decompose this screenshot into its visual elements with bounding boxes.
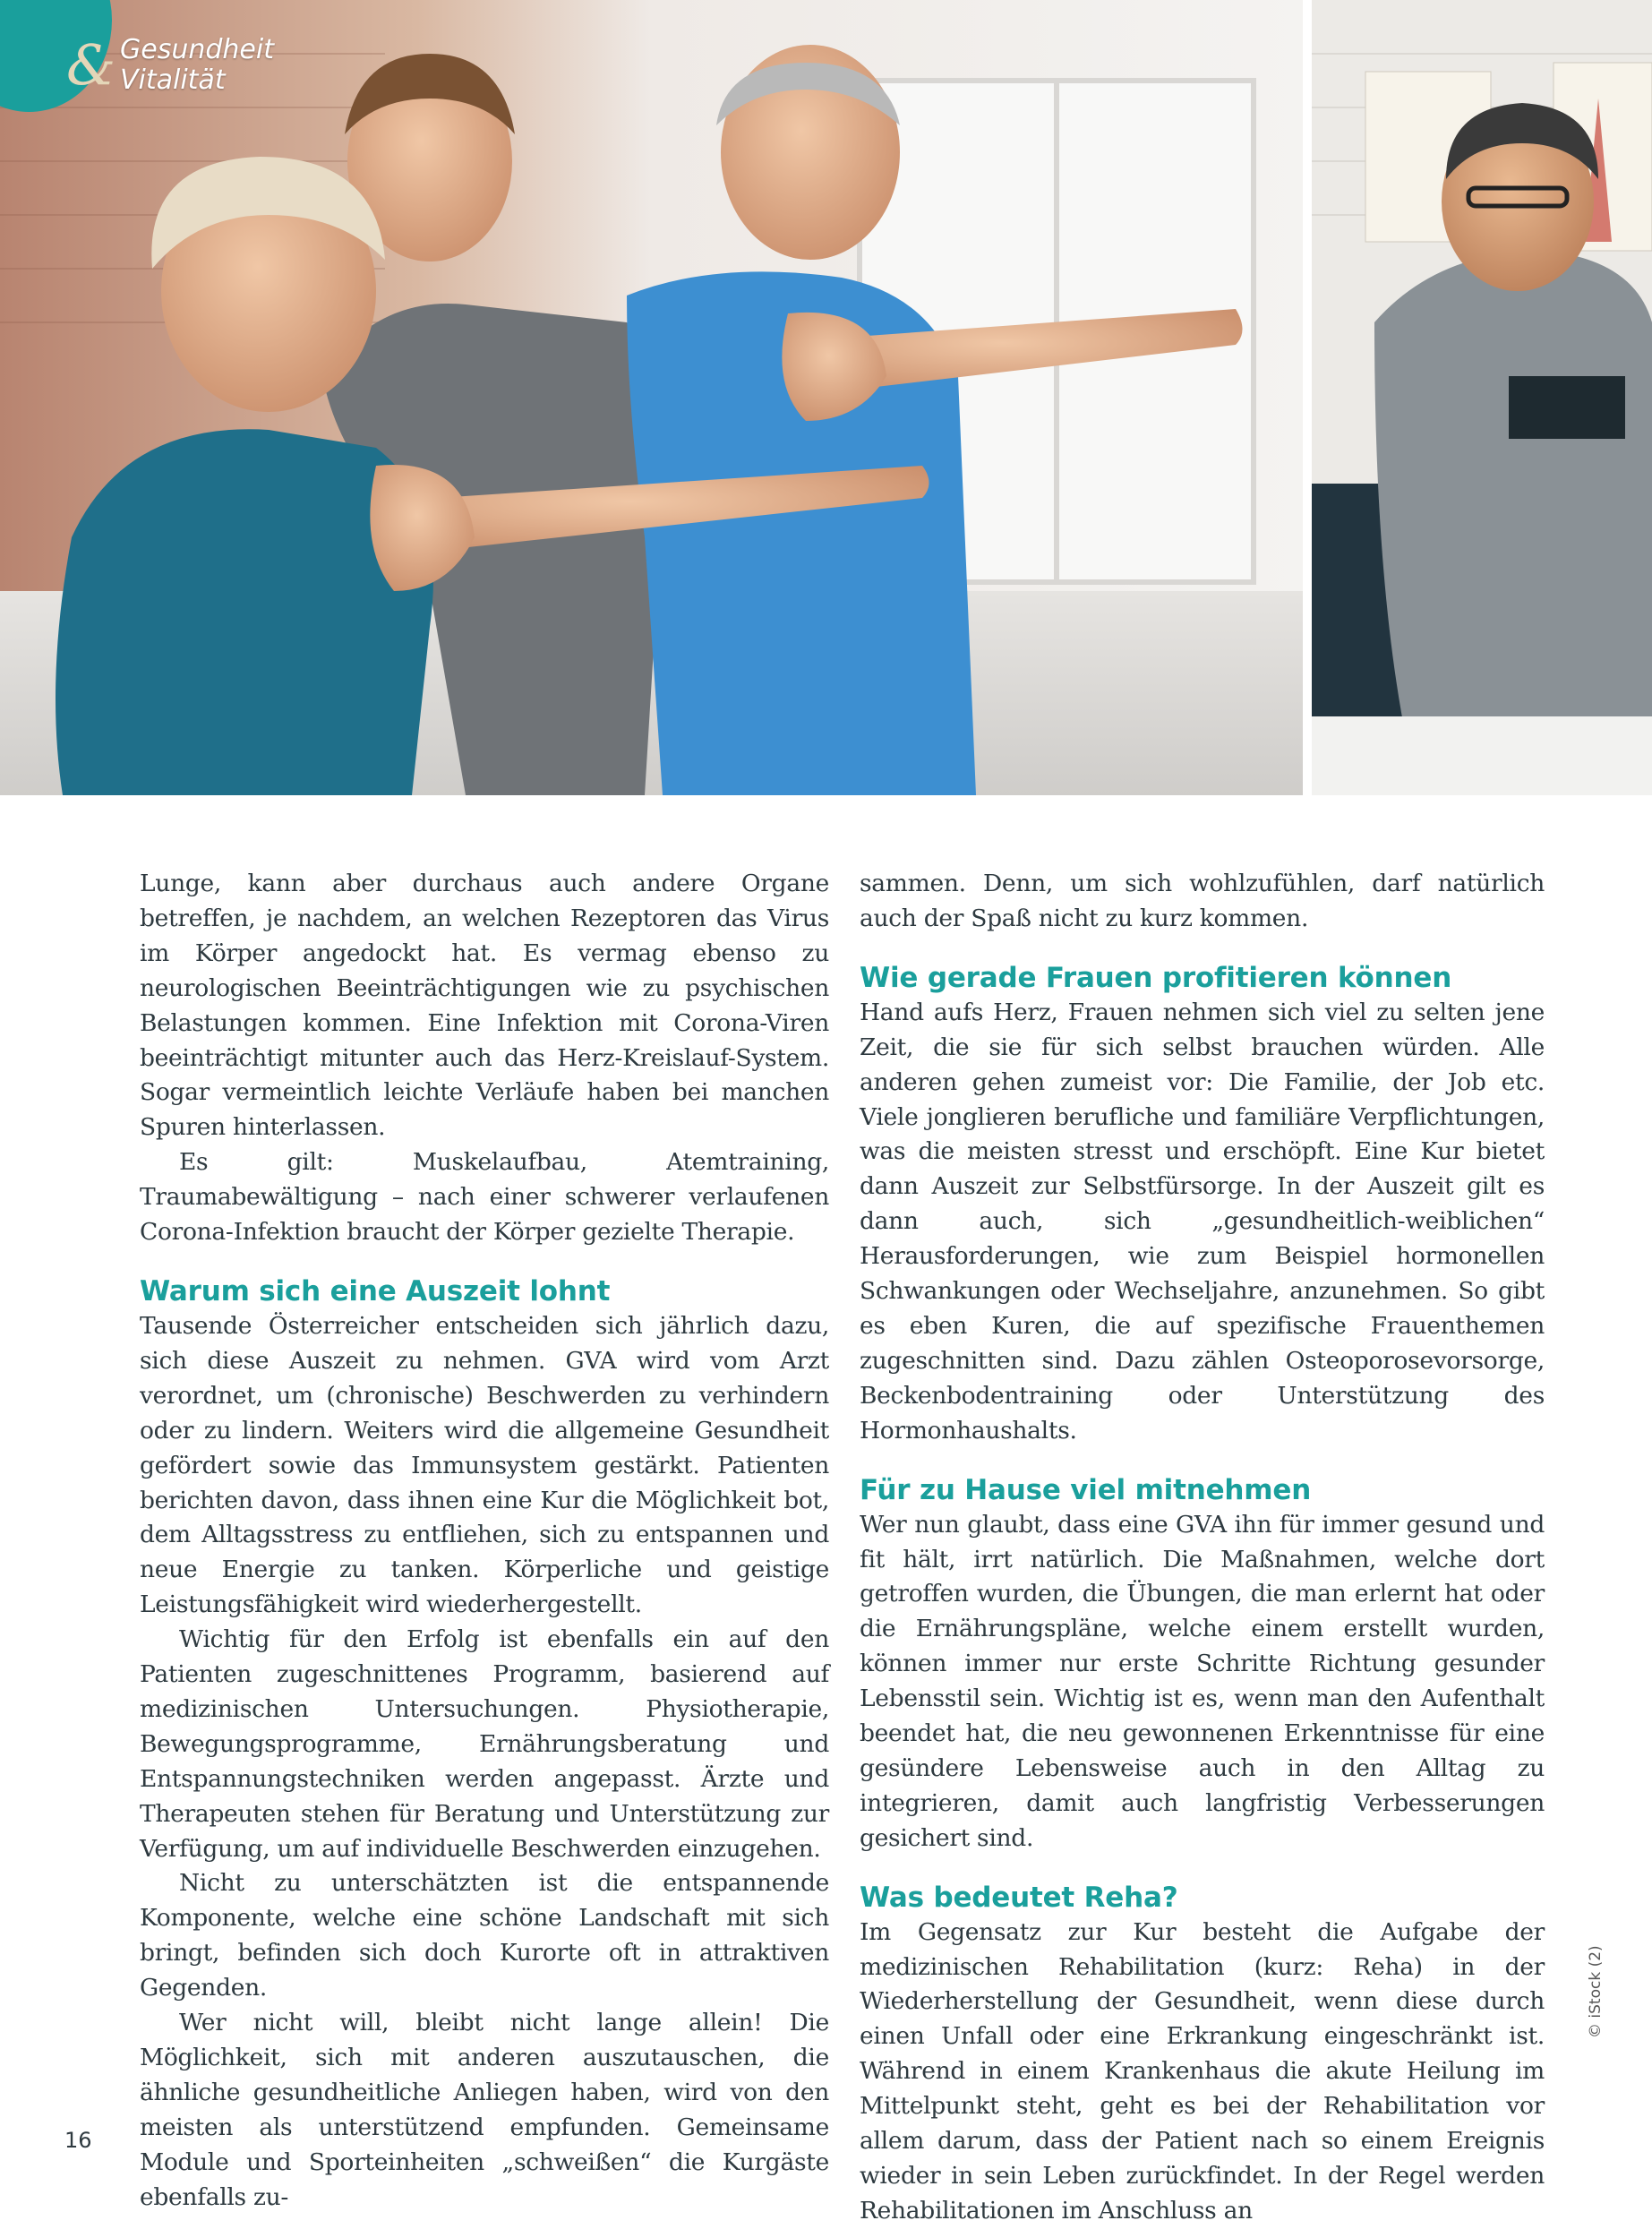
- section-heading: Für zu Hause viel mitnehmen: [860, 1473, 1312, 1506]
- side-photo: [1312, 0, 1652, 795]
- article-column-right: [860, 867, 1545, 2229]
- paragraph: Lunge, kann aber durchaus auch andere Organe betreffen, je nachdem, an welchen Rezeptoren das Virus im Körper angedockt hat. Es vermag ebenso zu neurologischen Beeinträchtigungen wie zu psychischen Belastungen kommen. Eine Infektion mit Corona-Viren beeinträchtigt mitunter auch das Herz-Kreislauf-System. Sogar vermeintlich leichte Verläufe haben bei manchen Spuren hinterlassen.: [140, 870, 829, 1142]
- section-heading: Warum sich eine Auszeit lohnt: [140, 1274, 611, 1307]
- paragraph: Im Gegensatz zur Kur besteht die Aufgabe der medizinischen Rehabilitation (kurz: Reha) in der Wiederherstellung der Gesundheit, wenn diese durch einen Unfall oder eine Erkrankung eingeschränkt ist. Während in einem Krankenhaus die akute Heilung im Mittelpunkt steht, geht es bei der Rehabilitation vor allem darum, dass der Patient nach so einem Ereignis wieder in sein Leben zurückfindet. In der Regel werden Rehabilitationen im Anschluss an: [860, 1917, 1545, 2225]
- article-column-left: [140, 867, 829, 2216]
- section-heading: Was bedeutet Reha?: [860, 1881, 1178, 1914]
- paragraph: Hand aufs Herz, Frauen nehmen sich viel zu selten jene Zeit, die sie für sich selbst brauchen würden. Alle anderen gehen zumeist vor: Die Familie, der Job etc. Viele jonglieren berufliche und familiäre Verpflichtungen, was die meisten stresst und erschöpft. Eine Kur bietet dann Auszeit zur Selbstfürsorge. In der Auszeit gilt es dann auch, sich „gesundheitlich-weiblichen“ Herausforderungen, wie zum Beispiel hormonellen Schwankungen oder Wechseljahre, anzunehmen. So gibt es eben Kuren, die auf spezifische Frauenthemen zugeschnitten sind. Dazu zählen Osteoporosevorsorge, Beckenbodentraining oder Unterstützung des Hormonhaushalts.: [860, 998, 1545, 1445]
- brand-title-line1: Gesundheit: [120, 34, 274, 65]
- paragraph: Wer nun glaubt, dass eine GVA ihn für immer gesund und fit hält, irrt natürlich. Die Maßnahmen, welche dort getroffen wurden, die Übungen, die man erlernt hat oder die Ernährungspläne, welche einem erstellt wurden, können immer nur erste Schritte Richtung gesunder Lebensstil sein. Wichtig ist es, wenn man den Aufenthalt beendet hat, die neu gewonnenen Erkenntnisse für eine gesündere Lebensweise auch in den Alltag zu integrieren, damit auch langfristig Verbesserungen gesichert sind.: [860, 1510, 1545, 1852]
- paragraph: Tausende Österreicher entscheiden sich jährlich dazu, sich diese Auszeit zu nehmen. GVA wird vom Arzt verordnet, um (chronische) Beschwerden zu verhindern oder zu lindern. Weiters wird die allgemeine Gesundheit gefördert sowie das Immunsystem gestärkt. Patienten berichten davon, dass ihnen eine Kur die Möglichkeit bot, dem Alltagsstress zu entfliehen, sich zu entspannen und neue Energie zu tanken. Körperliche und geistige Leistungsfähigkeit wird wiederhergestellt.: [140, 1311, 829, 1619]
- brand-ampersand: &: [66, 32, 116, 98]
- paragraph: Nicht zu unterschätzten ist die entspannende Komponente, welche eine schöne Landschaft mit sich bringt, befinden sich doch Kurorte oft in attraktiven Gegenden.: [140, 1869, 829, 2002]
- section-heading: Wie gerade Frauen profitieren können: [860, 961, 1452, 994]
- side-photo-drawing: [1312, 0, 1652, 795]
- photo-credit: © iStock (2): [1587, 1945, 1605, 2038]
- page-number: 16: [64, 2128, 92, 2153]
- paragraph: Wichtig für den Erfolg ist ebenfalls ein auf den Patienten zugeschnittenes Programm, basierend auf medizinischen Untersuchungen. Physiotherapie, Bewegungsprogramme, Ernährungsberatung und Entspannungstechniken werden angepasst. Ärzte und Therapeuten stehen für Beratung und Unterstützung zur Verfügung, um auf individuelle Beschwerden einzugehen.: [140, 1625, 829, 1863]
- paragraph: Wer nicht will, bleibt nicht lange allein! Die Möglichkeit, sich mit anderen auszutauschen, die ähnliche gesundheitliche Anliegen haben, wird von den meisten als unterstützend empfunden. Gemeinsame Module und Sporteinheiten „schweißen“ die Kurgäste ebenfalls zu-: [140, 2009, 829, 2211]
- paragraph: Es gilt: Muskelaufbau, Atemtraining, Traumabewältigung – nach einer schwerer verlaufenen Corona-Infektion braucht der Körper gezielte Therapie.: [140, 1148, 829, 1247]
- main-photo: [0, 0, 1303, 795]
- brand-title-line2: Vitalität: [120, 64, 226, 96]
- section-brand: [0, 0, 295, 125]
- paragraph: sammen. Denn, um sich wohlzufühlen, darf natürlich auch der Spaß nicht zu kurz kommen.: [860, 870, 1545, 932]
